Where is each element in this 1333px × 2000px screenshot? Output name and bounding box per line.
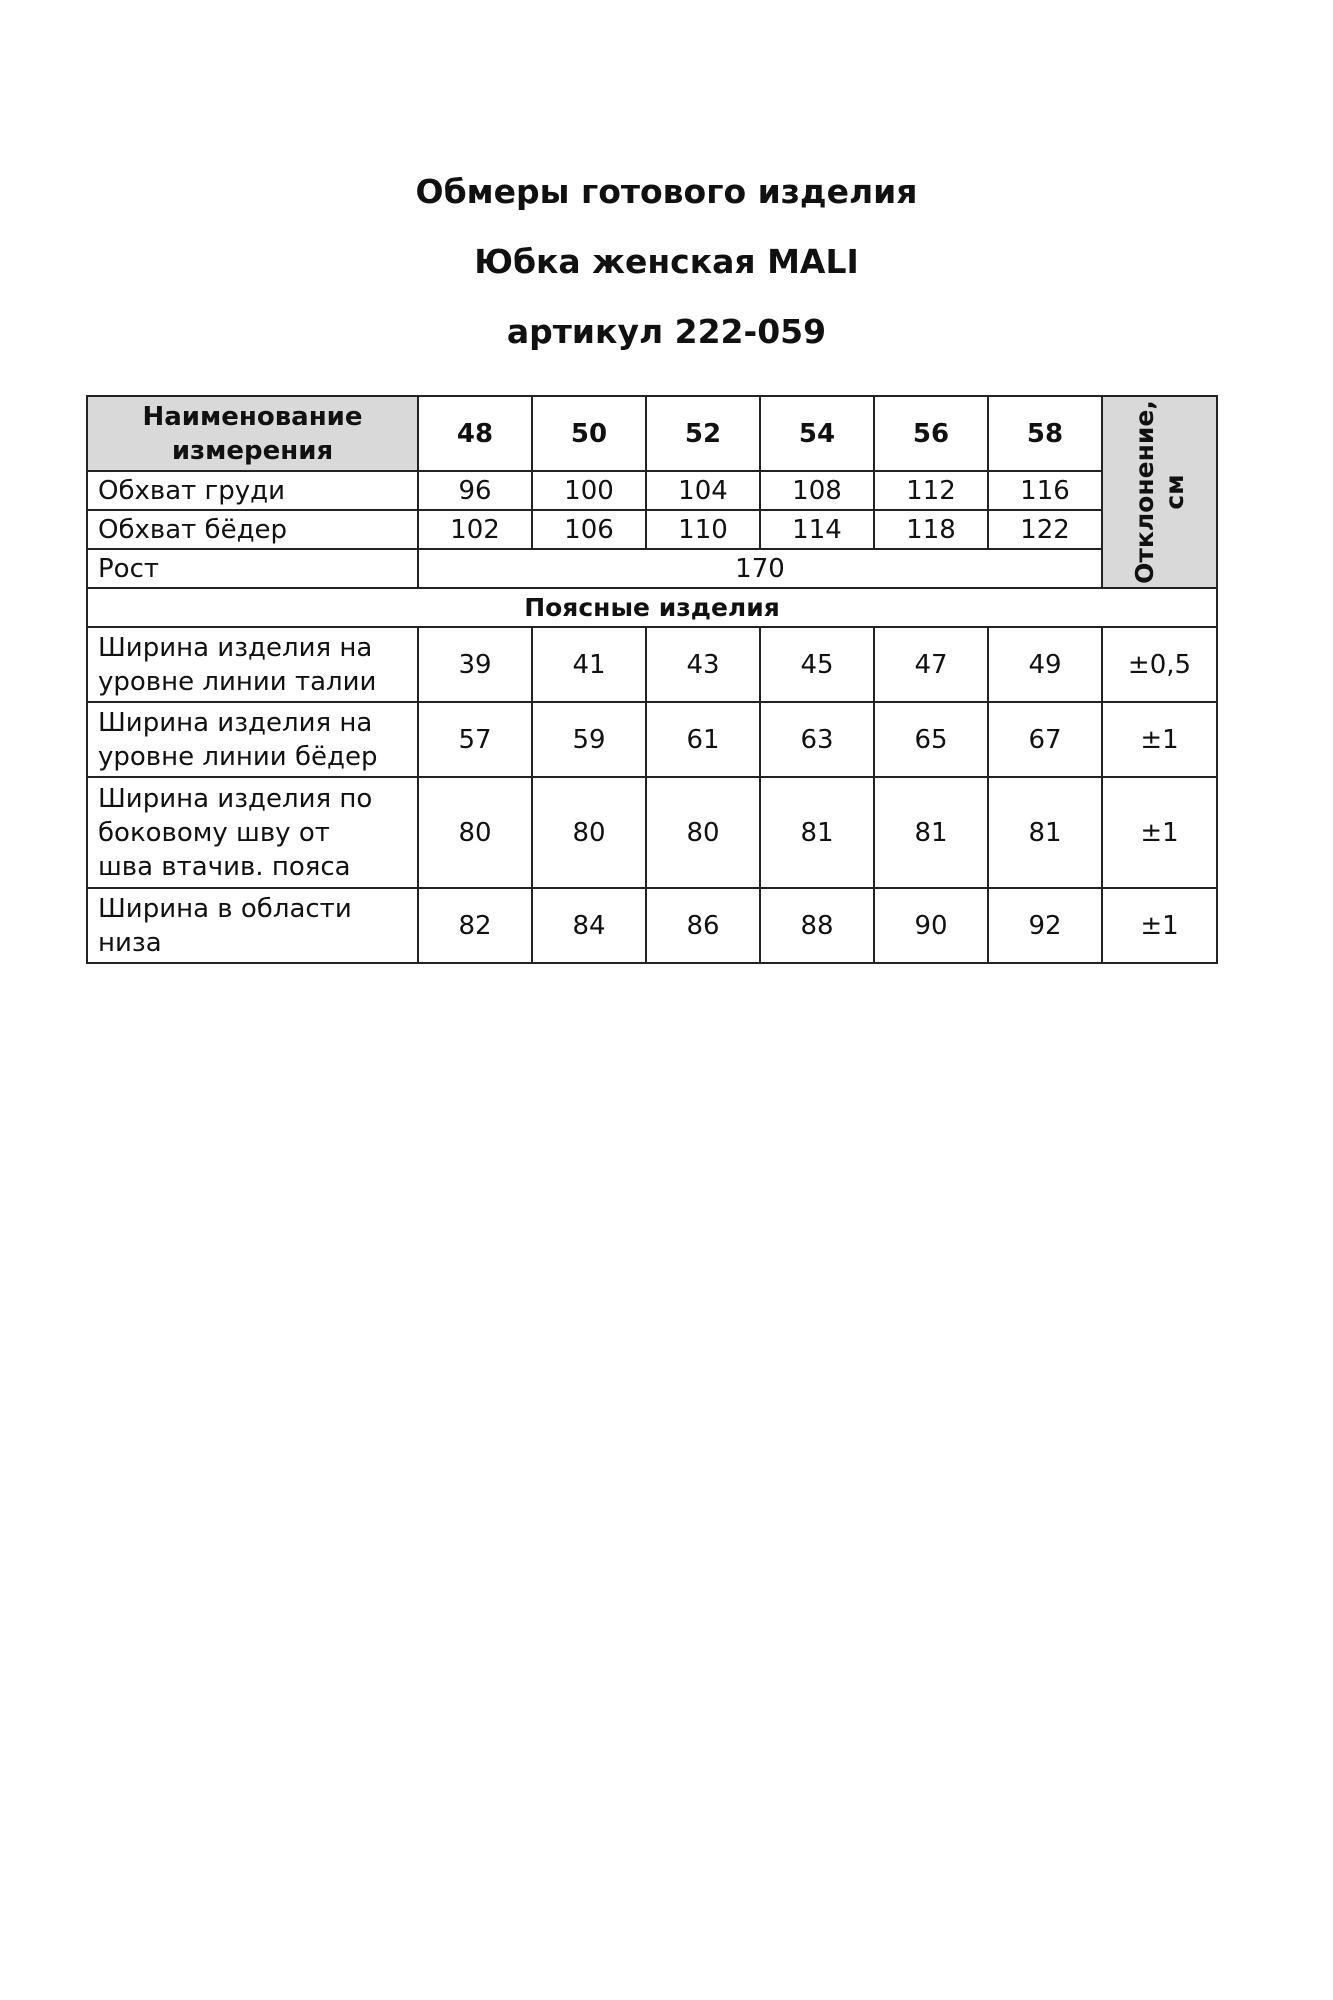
table-cell: 112 [874, 471, 988, 510]
deviation-cell: ±1 [1102, 888, 1217, 963]
size-header: 54 [760, 396, 874, 471]
size-header: 56 [874, 396, 988, 471]
table-cell: 39 [418, 627, 532, 702]
row-label-line: уровне линии бёдер [98, 741, 378, 772]
deviation-header-line: см [1159, 474, 1189, 510]
size-header: 48 [418, 396, 532, 471]
product-name: Юбка женская MALI [474, 242, 859, 281]
table-cell: 80 [532, 777, 646, 888]
table-cell: 80 [646, 777, 760, 888]
section-title: Поясные изделия [87, 588, 1217, 627]
table-cell: 96 [418, 471, 532, 510]
deviation-header-line: Отклонение, [1129, 400, 1159, 584]
deviation-cell: ±0,5 [1102, 627, 1217, 702]
row-label: Рост [87, 549, 418, 588]
table-row [87, 549, 1217, 588]
row-label [87, 777, 418, 888]
table-cell: 41 [532, 627, 646, 702]
table-cell: 67 [988, 702, 1102, 777]
section-row [87, 588, 1217, 627]
document-title: Обмеры готового изделия [415, 172, 918, 211]
measurements-table [86, 395, 1218, 964]
table-cell: 106 [532, 510, 646, 549]
row-label-line: Ширина изделия по [98, 783, 373, 814]
row-label-line: боковому шву от [98, 817, 330, 848]
row-label: Обхват бёдер [87, 510, 418, 549]
row-label [87, 888, 418, 963]
row-label: Обхват груди [87, 471, 418, 510]
row-label-line: низа [98, 927, 162, 958]
deviation-cell: ±1 [1102, 777, 1217, 888]
table-cell: 49 [988, 627, 1102, 702]
table-cell: 84 [532, 888, 646, 963]
table-cell: 81 [874, 777, 988, 888]
table-cell: 63 [760, 702, 874, 777]
table-cell: 122 [988, 510, 1102, 549]
table-row [87, 510, 1217, 549]
table-cell: 92 [988, 888, 1102, 963]
table-cell: 116 [988, 471, 1102, 510]
row-label-line: Ширина изделия на [98, 632, 373, 663]
row-label [87, 702, 418, 777]
table-cell: 114 [760, 510, 874, 549]
row-label-line: уровне линии талии [98, 666, 377, 697]
height-value: 170 [418, 549, 1102, 588]
table-cell: 110 [646, 510, 760, 549]
size-header: 50 [532, 396, 646, 471]
row-label-line: Ширина в области [98, 893, 352, 924]
table-cell: 65 [874, 702, 988, 777]
table-cell: 59 [532, 702, 646, 777]
header-name-line: Наименование [142, 401, 363, 432]
deviation-header-label [1130, 400, 1190, 584]
table-row [87, 777, 1217, 888]
row-label [87, 627, 418, 702]
table-cell: 90 [874, 888, 988, 963]
table-cell: 88 [760, 888, 874, 963]
table-cell: 118 [874, 510, 988, 549]
table-cell: 86 [646, 888, 760, 963]
table-cell: 82 [418, 888, 532, 963]
row-label-line: шва втачив. пояса [98, 851, 351, 882]
table-row [87, 627, 1217, 702]
table-cell: 43 [646, 627, 760, 702]
table-cell: 81 [760, 777, 874, 888]
table-row [87, 471, 1217, 510]
table-cell: 81 [988, 777, 1102, 888]
table-cell: 45 [760, 627, 874, 702]
table-cell: 108 [760, 471, 874, 510]
size-header: 52 [646, 396, 760, 471]
table-cell: 61 [646, 702, 760, 777]
deviation-cell: ±1 [1102, 702, 1217, 777]
row-label-line: Ширина изделия на [98, 707, 373, 738]
article-number: артикул 222-059 [506, 312, 827, 351]
table-row [87, 702, 1217, 777]
deviation-header [1102, 396, 1217, 588]
table-cell: 100 [532, 471, 646, 510]
header-name-cell [87, 396, 418, 471]
table-row [87, 888, 1217, 963]
size-header: 58 [988, 396, 1102, 471]
table-cell: 102 [418, 510, 532, 549]
table-cell: 104 [646, 471, 760, 510]
table-cell: 57 [418, 702, 532, 777]
table-cell: 80 [418, 777, 532, 888]
header-name-line: измерения [171, 435, 334, 466]
table-cell: 47 [874, 627, 988, 702]
table-header-row [87, 396, 1217, 471]
